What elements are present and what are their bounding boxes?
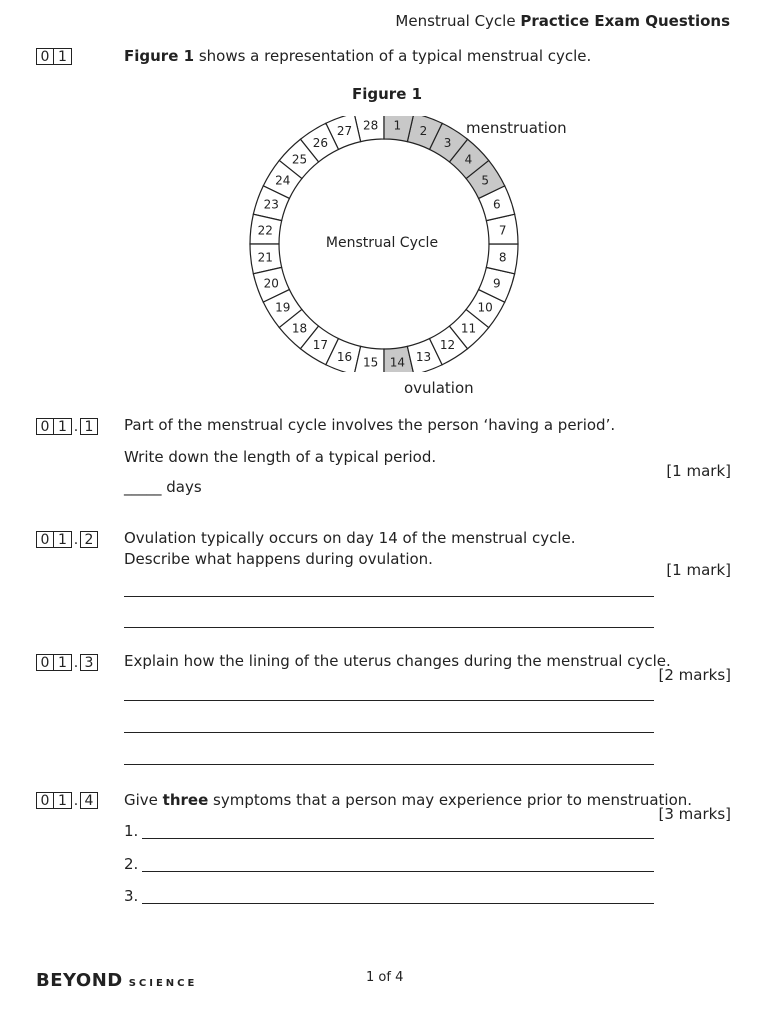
intro-text: shows a representation of a typical menstrual cycle. — [194, 47, 592, 65]
q014-line1 — [124, 791, 692, 809]
qnum-digit: 0 — [36, 531, 54, 548]
answer-line[interactable] — [124, 627, 654, 628]
question-number-01 — [36, 48, 72, 65]
question-number-013 — [36, 654, 98, 671]
qnum-digit: 1 — [54, 418, 72, 435]
cycle-day-label: 19 — [275, 300, 291, 315]
logo-main: BEYOND — [36, 970, 123, 991]
q011-answer-blank[interactable]: _____ — [124, 478, 162, 496]
ovulation-label: ovulation — [404, 379, 474, 397]
question-number-012 — [36, 531, 98, 548]
q011-line1: Part of the menstrual cycle involves the person ‘having a period’. — [124, 416, 616, 434]
logo-sub: SCIENCE — [128, 978, 198, 989]
cycle-day-label: 21 — [257, 250, 273, 265]
q014-marks: [3 marks] — [658, 805, 731, 823]
menstrual-cycle-diagram — [248, 116, 520, 372]
cycle-day-label: 23 — [263, 197, 279, 212]
q013-line1: Explain how the lining of the uterus changes during the menstrual cycle. — [124, 652, 671, 670]
qnum-digit: 0 — [36, 654, 54, 671]
cycle-day-label: 6 — [492, 197, 501, 212]
cycle-day-label: 4 — [464, 152, 473, 167]
qnum-digit: 2 — [80, 531, 98, 548]
cycle-day-label: 14 — [389, 355, 406, 370]
cycle-day-label: 8 — [498, 250, 507, 265]
qnum-digit: 1 — [54, 792, 72, 809]
q011-answer-unit: days — [161, 478, 202, 496]
q013-marks: [2 marks] — [658, 666, 731, 684]
q014-text-pre: Give — [124, 791, 163, 809]
cycle-day-label: 17 — [312, 338, 329, 353]
q014-item-number: 2. — [124, 855, 139, 873]
cycle-center-label: Menstrual Cycle — [325, 235, 439, 251]
cycle-day-label: 16 — [336, 349, 353, 364]
q011-line2: Write down the length of a typical period. — [124, 448, 437, 466]
cycle-day-label: 9 — [492, 276, 501, 291]
figure-reference: Figure 1 — [124, 47, 195, 65]
question-01-intro — [124, 47, 591, 65]
qnum-digit: 1 — [54, 654, 72, 671]
footer-logo — [36, 970, 197, 991]
cycle-day-label: 15 — [362, 355, 379, 370]
qnum-digit: 4 — [80, 792, 98, 809]
cycle-day-label: 24 — [275, 173, 291, 188]
answer-line[interactable] — [124, 732, 654, 733]
answer-line[interactable] — [142, 903, 654, 904]
q014-item-number: 1. — [124, 822, 139, 840]
cycle-day-label: 13 — [415, 349, 432, 364]
question-number-011 — [36, 418, 98, 435]
qnum-dot: . — [73, 418, 79, 435]
q014-text-post: symptoms that a person may experience prior to menstruation. — [208, 791, 693, 809]
answer-line[interactable] — [124, 596, 654, 597]
qnum-digit: 0 — [36, 48, 54, 65]
q012-line2: Describe what happens during ovulation. — [124, 550, 433, 568]
cycle-day-label: 10 — [477, 300, 493, 315]
cycle-day-label: 7 — [498, 223, 507, 238]
cycle-day-label: 12 — [439, 338, 456, 353]
cycle-day-label: 26 — [312, 135, 329, 150]
qnum-digit: 3 — [80, 654, 98, 671]
q012-marks: [1 mark] — [666, 561, 731, 579]
qnum-digit: 1 — [54, 48, 72, 65]
cycle-day-label: 2 — [419, 124, 428, 139]
qnum-digit: 1 — [80, 418, 98, 435]
question-number-014 — [36, 792, 98, 809]
cycle-day-label: 5 — [481, 173, 490, 188]
cycle-day-label: 1 — [393, 118, 402, 133]
answer-line[interactable] — [124, 700, 654, 701]
cycle-day-label: 20 — [263, 276, 279, 291]
header-title-regular: Menstrual Cycle — [395, 12, 521, 30]
qnum-dot: . — [73, 792, 79, 809]
qnum-digit: 0 — [36, 418, 54, 435]
q014-text-bold: three — [162, 791, 209, 809]
answer-line[interactable] — [142, 838, 654, 839]
qnum-dot: . — [73, 654, 79, 671]
qnum-digit: 1 — [54, 531, 72, 548]
page-number: 1 of 4 — [366, 970, 404, 985]
menstruation-label: menstruation — [466, 119, 567, 137]
q014-item-number: 3. — [124, 887, 139, 905]
cycle-day-label: 18 — [291, 321, 308, 336]
q011-answer-row — [124, 478, 202, 496]
answer-line[interactable] — [124, 764, 654, 765]
q011-marks: [1 mark] — [666, 462, 731, 480]
qnum-digit: 0 — [36, 792, 54, 809]
cycle-day-label: 3 — [443, 135, 452, 150]
header-title-bold: Practice Exam Questions — [520, 12, 730, 30]
figure-title: Figure 1 — [352, 85, 423, 103]
cycle-day-label: 11 — [460, 321, 477, 336]
cycle-day-label: 25 — [291, 152, 308, 167]
qnum-dot: . — [73, 531, 79, 548]
answer-line[interactable] — [142, 871, 654, 872]
page-header-title — [395, 12, 730, 30]
cycle-day-label: 22 — [257, 223, 273, 238]
q012-line1: Ovulation typically occurs on day 14 of the menstrual cycle. — [124, 529, 576, 547]
cycle-day-label: 27 — [336, 124, 353, 139]
cycle-day-label: 28 — [362, 118, 379, 133]
